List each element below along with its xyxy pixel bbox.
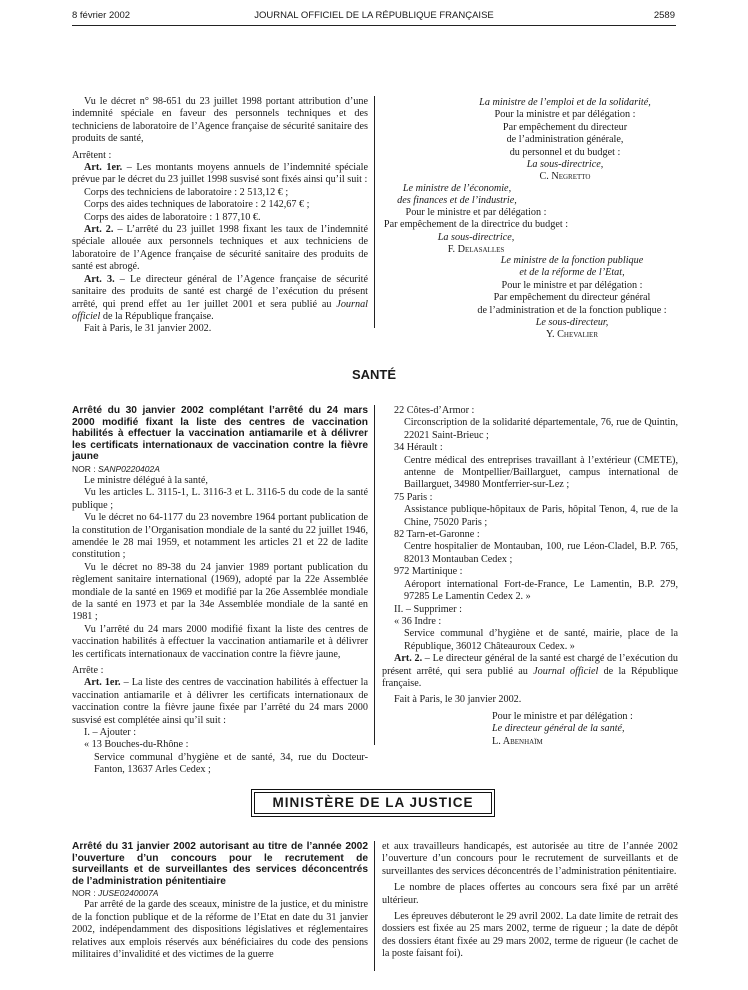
signature-block-sante: Pour le ministre et par délégation : Le directeur général de la santé, L. Abenhaïm <box>492 710 633 747</box>
department-text: Centre hospitalier de Montauban, 100, rue Léon-Cladel, B.P. 765, 82013 Montauban Cedex ; <box>404 541 678 565</box>
decree-paragraph: Vu le décret n° 98-651 du 23 juillet 1998 portant attribution d’une indemnité spéciale en faveur des personnels techniques et des techniciens de laboratoire de l’Agence française de sécurité sanitaire des produits de santé, <box>72 96 368 145</box>
ajouter-label: I. – Ajouter : <box>84 727 137 739</box>
arrete-title-sante: Arrêté du 30 janvier 2002 complétant l’arrêté du 24 mars 2000 modifié fixant la liste des centres de vaccination habilités à effectuer la vaccination antiamarile et à délivrer les certificats internationaux de vaccination contre la fièvre jaune <box>72 405 368 462</box>
department-heading: « 36 Indre : <box>394 615 442 627</box>
department-text: Aéroport international Fort-de-France, Le Lamentin, B.P. 279, 97285 Le Lamentin Cedex 2. » <box>404 578 678 603</box>
sante-left-column <box>72 405 368 777</box>
department-heading: 34 Hérault : <box>394 442 443 454</box>
arrete-title-justice: Arrêté du 31 janvier 2002 autorisant au titre de l’année 2002 l’ouverture d’un concours pour le recrutement de surveillants et de surveillantes des services déconcentrés de l’administration pénitentiaire <box>72 841 368 887</box>
article-2-sante: Art. 2. – Le directeur général de la santé est chargé de l’exécution du présent arrêté, qui sera publié au Journal officiel de la République française. <box>382 653 679 689</box>
department-heading: 22 Côtes-d’Armor : <box>394 405 475 416</box>
department-heading: 75 Paris : <box>394 491 433 503</box>
visa-paragraph: Vu les articles L. 3115-1, L. 3116-3 et L. 3116-5 du code de la santé publique ; <box>72 487 368 511</box>
department-text: Service communal d’hygiène et de santé, 34, rue du Docteur-Fanton, 13637 Arles Cedex ; <box>94 751 368 776</box>
department-heading: 972 Martinique : <box>394 566 463 578</box>
corps-item: Corps des techniciens de laboratoire : 2 513,12 € ; <box>84 186 289 198</box>
nor-justice: NOR : JUSE0240007A <box>72 888 159 898</box>
department-text: Centre médical des entreprises travaillant à l’extérieur (CMETE), antenne de Montpellier/Baillarguet, campus international de Baillarguet, 34980 Montferrier-sur-Lez ; <box>404 454 678 491</box>
arrete-label: Arrête : <box>72 665 104 676</box>
signature-block-economie: Le ministre de l’économie, des finances et de l’industrie, <box>397 183 517 207</box>
visa-paragraph: Le ministre délégué à la santé, <box>84 474 208 486</box>
visa-paragraph: Vu le décret no 89-38 du 24 janvier 1989 portant publication du règlement sanitaire international (1969), adopté par la 22e Assemblée mondiale de la santé en 1969 et modifié par la 26e Assemblée mondiale de la santé en 1973 et par la 34e Assemblée mondiale de la santé en 1981 ; <box>72 561 368 623</box>
column-divider <box>374 96 375 328</box>
arretent-label: Arrêtent : <box>72 149 112 161</box>
department-heading: 82 Tarn-et-Garonne : <box>394 529 480 541</box>
header-rule <box>72 25 676 26</box>
section-heading-justice: MINISTÈRE DE LA JUSTICE <box>254 792 492 814</box>
corps-item: Corps des aides de laboratoire : 1 877,10 €. <box>84 211 261 223</box>
signature-block-economie-2: Pour le ministre et par délégation : Par empêchement de la directrice du budget : La sous-directrice, F. Delasalles <box>383 207 569 256</box>
visa-paragraph: Vu le décret no 64-1177 du 23 novembre 1964 portant publication de la constitution de l’Organisation mondiale de la santé du 22 juillet 1946, amendée le 28 mai 1959, et notamment les articles 21 et 22 de ladite constitution ; <box>72 512 368 561</box>
corps-item: Corps des aides techniques de laboratoire : 2 142,67 € ; <box>84 199 310 211</box>
justice-paragraph: Le nombre de places offertes au concours sera fixé par un arrêté ultérieur. <box>382 882 678 906</box>
signature-block-emploi: La ministre de l’emploi et de la solidarité, Pour la ministre et par délégation : Par empêchement du directeur de l’administration générale, du personnel et du budget : La sous-directrice, C. Negretto <box>479 97 651 183</box>
supprimer-label: II. – Supprimer : <box>394 603 462 615</box>
top-left-column <box>72 96 368 336</box>
column-divider <box>374 841 375 971</box>
visa-paragraph: Vu l’arrêté du 24 mars 2000 modifié fixant la liste des centres de vaccination habilités à effectuer la vaccination antiamarile et à délivrer les certificats internationaux de vaccination contre la fièvre jaune, <box>72 623 368 660</box>
justice-left-column <box>72 841 368 961</box>
justice-paragraph: et aux travailleurs handicapés, est autorisée au titre de l’année 2002 l’ouverture d’un concours pour le recrutement de surveillants et de surveillantes des services déconcentrés de l’administration pénitentiaire. <box>382 841 678 877</box>
sante-right-column <box>382 405 678 748</box>
fait-a-paris: Fait à Paris, le 30 janvier 2002. <box>394 694 522 706</box>
article-1: Art. 1er. – Les montants moyens annuels de l’indemnité spéciale prévue par le décret du 23 juillet 1998 susvisé sont fixés ainsi qu’il suit : <box>72 162 368 186</box>
department-heading: « 13 Bouches-du-Rhône : <box>84 739 189 751</box>
justice-paragraph: Les épreuves débuteront le 29 avril 2002. La date limite de retrait des dossiers est fixée au 25 mars 2002, terme de rigueur ; la date de dépôt des dossiers étant fixée au 29 mars 2002, terme de rigueur (le cachet de la poste faisant foi). <box>382 911 678 960</box>
header-page-number: 2589 <box>653 10 675 21</box>
section-heading-sante: SANTÉ <box>351 367 397 382</box>
column-divider <box>374 405 375 745</box>
signature-block-fonction-publique: Le ministre de la fonction publique et de la réforme de l’Etat, Pour le ministre et par délégation : Par empêchement du directeur général de l’administration et de la fonction publique : Le sous-directeur, Y. Chevalier <box>477 255 667 341</box>
department-text: Assistance publique-hôpitaux de Paris, hôpital Tenon, 4, rue de la Chine, 75020 Paris ; <box>404 504 678 528</box>
justice-right-column <box>382 841 678 961</box>
department-text: Circonscription de la solidarité départementale, 76, rue de Quintin, 22021 Saint-Brieuc ; <box>404 417 678 441</box>
article-3: Art. 3. – Le directeur général de l’Agence française de sécurité sanitaire des produits de santé est chargé de l’exécution du présent arrêté, qui prend effet au 1er juillet 2001 et sera publié au Journal officiel de la République française. <box>72 273 369 322</box>
nor-sante: NOR : SANP0220402A <box>72 463 160 474</box>
article-1-sante: Art. 1er. – La liste des centres de vaccination habilités à effectuer la vaccination antiamarile et à délivrer les certificats internationaux de vaccination contre la fièvre jaune fixée par l’arrêté du 24 mars 2000 susvisé est complétée ainsi qu’il suit : <box>72 677 368 726</box>
article-2: Art. 2. – L’arrêté du 23 juillet 1998 fixant les taux de l’indemnité spéciale allouée aux personnels techniques et aux techniciens de laboratoire de l’Agence française de sécurité sanitaire des produits de santé est abrogé. <box>72 224 368 273</box>
header-date: 8 février 2002 <box>72 10 131 21</box>
justice-paragraph: Par arrêté de la garde des sceaux, ministre de la justice, et du ministre de la fonction publique et de la réforme de l’Etat en date du 31 janvier 2002, indépendamment des dispositions législatives et réglementaires relatives aux emplois réservés aux bénéficiaires du code des pensions militaires d’invalidité et des victimes de la guerre <box>72 899 368 961</box>
header-title: JOURNAL OFFICIEL DE LA RÉPUBLIQUE FRANÇAISE <box>254 10 494 21</box>
department-text: Service communal d’hygiène et de santé, mairie, place de la République, 36012 Châteauroux Cedex. » <box>404 628 678 652</box>
fait-a-paris: Fait à Paris, le 31 janvier 2002. <box>84 323 212 335</box>
